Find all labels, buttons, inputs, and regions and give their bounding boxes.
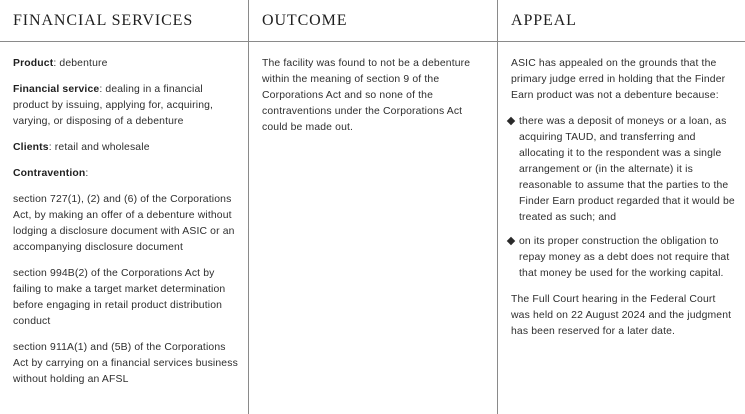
appeal-ground-item [511, 234, 735, 282]
appeal-intro: ASIC has appealed on the grounds that the primary judge erred in holding that the Finder Earn product was not a debenture because: [511, 58, 726, 101]
appeal-grounds-list [511, 114, 735, 282]
product-line [13, 56, 238, 72]
header-outcome: OUTCOME [249, 0, 498, 42]
contravention-suffix: : [85, 168, 89, 179]
clients-label: Clients [13, 142, 49, 153]
header-appeal: APPEAL [498, 0, 745, 42]
outcome-column [249, 42, 498, 414]
outcome-text: The facility was found to not be a debenture within the meaning of section 9 of the Corporations Act and so none of the contraventions under the Corporations Act could be made out. [262, 58, 471, 133]
diamond-bullet-icon [507, 117, 515, 125]
clients-line [13, 140, 238, 156]
appeal-ground-item [511, 114, 735, 226]
product-value: : debenture [53, 58, 108, 69]
financial-service-label: Financial service [13, 84, 100, 95]
contravention-label: Contravention [13, 168, 86, 179]
appeal-ground-text: there was a deposit of moneys or a loan, as acquiring TAUD, and transferring and allocating it to the respondent was a single arrangement or (in the alternate) it is reasonable to assume that the parties to the Finder Earn product regarded that it would be treated as such; and [519, 116, 735, 223]
product-label: Product [13, 58, 54, 69]
appeal-ground-text: on its proper construction the obligation to repay money as a debt does not require that that money be used for the working capital. [519, 236, 730, 279]
contravention-item: section 994B(2) of the Corporations Act by failing to make a target market determination before engaging in retail product distribution conduct [13, 268, 226, 327]
appeal-closing: The Full Court hearing in the Federal Court was held on 22 August 2024 and the judgment has been reserved for a later date. [511, 294, 732, 337]
header-financial-services: FINANCIAL SERVICES [0, 0, 249, 42]
contravention-item: section 727(1), (2) and (6) of the Corporations Act, by making an offer of a debenture without lodging a disclosure document with ASIC or an accompanying disclosure document [13, 194, 235, 253]
clients-value: : retail and wholesale [48, 142, 150, 153]
diamond-bullet-icon [507, 237, 515, 245]
contravention-heading [13, 166, 238, 182]
financial-service-line [13, 82, 238, 130]
contravention-item: section 911A(1) and (5B) of the Corporations Act by carrying on a financial services business without holding an AFSL [13, 342, 238, 385]
financial-services-column [0, 42, 249, 414]
appeal-column [498, 42, 745, 414]
financial-service-value: : dealing in a financial product by issuing, applying for, acquiring, varying, or disposing of a debenture [13, 84, 214, 127]
